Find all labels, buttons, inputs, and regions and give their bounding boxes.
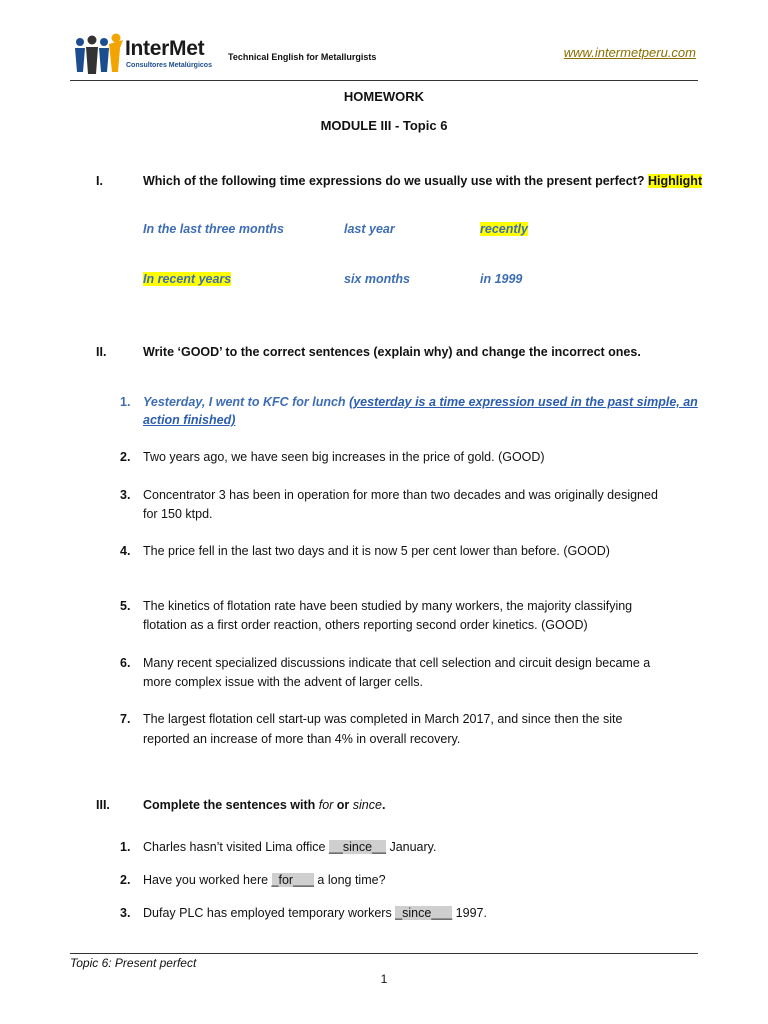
sentence-1-explanation-cont: action finished) xyxy=(143,413,236,427)
footer-divider xyxy=(70,953,698,954)
logo-subtitle: Consultores Metalúrgicos xyxy=(126,62,212,69)
website-link[interactable]: www.intermetperu.com xyxy=(563,45,696,60)
sentence-text: a long time? xyxy=(313,873,386,887)
section-2-question: Write ‘GOOD’ to the correct sentences (explain why) and change the incorrect ones. xyxy=(143,345,641,359)
option-six-months: six months xyxy=(344,272,410,286)
section-1-question xyxy=(143,174,702,188)
page-header xyxy=(70,30,698,81)
course-title: Technical English for Metallurgists xyxy=(228,52,377,62)
sentence-text: Have you worked here xyxy=(143,873,272,887)
item-number: 2. xyxy=(120,873,131,887)
period: . xyxy=(381,798,386,812)
item-number: 7. xyxy=(120,712,131,726)
item-number: 1. xyxy=(120,840,131,854)
option-last-year: last year xyxy=(344,222,395,236)
page-number: 1 xyxy=(380,972,388,986)
word-since: since xyxy=(352,798,382,812)
sentence-6: Many recent specialized discussions indicate that cell selection and circuit design became a xyxy=(143,656,651,670)
section-3-numeral: III. xyxy=(96,798,110,812)
page-title: HOMEWORK xyxy=(343,89,425,104)
sentence-text: Dufay PLC has employed temporary workers xyxy=(143,906,396,920)
sentence-3-cont: for 150 ktpd. xyxy=(143,507,213,521)
sentence-6-cont: more complex issue with the advent of larger cells. xyxy=(143,675,423,689)
section-2-numeral: II. xyxy=(96,345,107,359)
section-1-numeral: I. xyxy=(96,174,103,188)
sentence-text: 1997. xyxy=(452,906,487,920)
page-subtitle: MODULE III - Topic 6 xyxy=(320,118,448,133)
sentence-1-explanation: (yesterday is a time expression used in the past simple, an xyxy=(349,395,698,409)
fill-sentence-3 xyxy=(143,906,487,920)
sentence-1 xyxy=(143,395,698,409)
sentence-5: The kinetics of flotation rate have been studied by many workers, the majority classifying xyxy=(143,599,633,613)
sentence-text: Charles hasn’t visited Lima office xyxy=(143,840,329,854)
option-recently: recently xyxy=(480,222,528,236)
question-text: Complete the sentences with xyxy=(143,798,319,812)
logo-name: InterMet xyxy=(125,37,205,60)
question-text: Which of the following time expressions do we usually use with the present perfect? xyxy=(143,174,645,188)
sentence-4: The price fell in the last two days and it is now 5 per cent lower than before. (GOOD) xyxy=(143,544,610,558)
footer-topic: Topic 6: Present perfect xyxy=(70,956,197,970)
highlight-word: Highlight xyxy=(647,174,703,188)
option-last-three-months: In the last three months xyxy=(143,222,284,236)
item-number: 3. xyxy=(120,488,131,502)
item-number: 3. xyxy=(120,906,131,920)
item-number: 5. xyxy=(120,599,131,613)
people-logo-icon xyxy=(72,32,124,78)
answer-blank[interactable]: __since__ xyxy=(328,840,386,854)
fill-sentence-1 xyxy=(143,840,436,854)
sentence-5-cont: flotation as a first order reaction, others reporting second order kinetics. (GOOD) xyxy=(143,618,588,632)
answer-blank[interactable]: _since___ xyxy=(395,906,453,920)
answer-blank[interactable]: _for___ xyxy=(271,873,314,887)
item-number: 1. xyxy=(120,395,131,409)
word-or: or xyxy=(333,798,353,812)
fill-sentence-2 xyxy=(143,873,386,887)
sentence-2: Two years ago, we have seen big increases in the price of gold. (GOOD) xyxy=(143,450,545,464)
item-number: 4. xyxy=(120,544,131,558)
section-3-question xyxy=(143,798,385,812)
word-for: for xyxy=(318,798,334,812)
item-number: 2. xyxy=(120,450,131,464)
sentence-1-text: Yesterday, I went to KFC for lunch xyxy=(143,395,346,409)
option-in-1999: in 1999 xyxy=(480,272,523,286)
option-in-recent-years: In recent years xyxy=(143,272,232,286)
sentence-7-cont: reported an increase of more than 4% in overall recovery. xyxy=(143,732,461,746)
sentence-3: Concentrator 3 has been in operation for more than two decades and was originally designed xyxy=(143,488,658,502)
intermet-logo xyxy=(72,32,222,78)
item-number: 6. xyxy=(120,656,131,670)
sentence-text: January. xyxy=(385,840,437,854)
sentence-7: The largest flotation cell start-up was completed in March 2017, and since then the site xyxy=(143,712,623,726)
